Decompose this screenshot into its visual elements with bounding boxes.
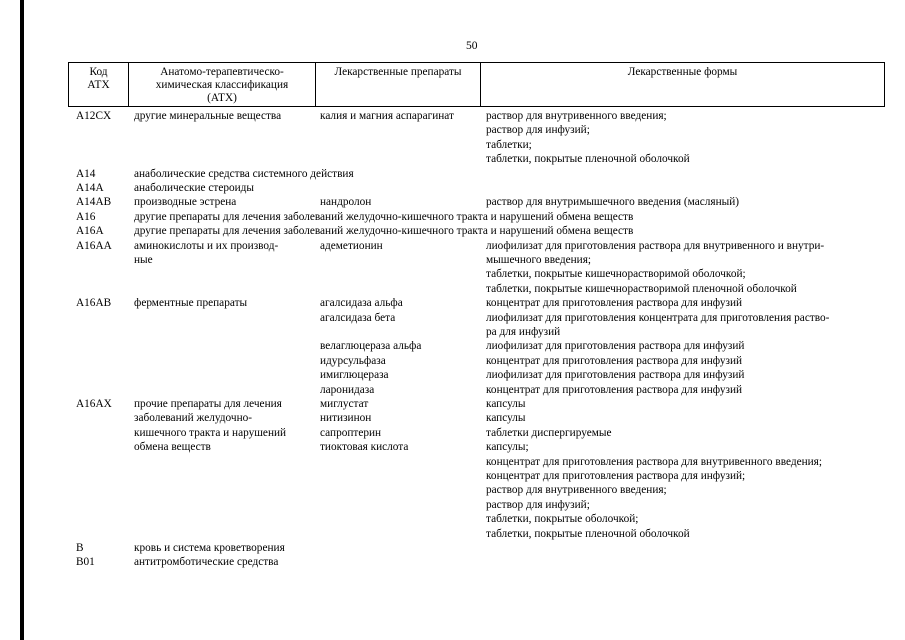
header-code-line: АТХ <box>87 79 110 91</box>
atc-code: A12CX <box>76 110 112 122</box>
atc-classification: другие минеральные вещества <box>134 110 282 122</box>
drug-name: нитизинон <box>320 412 372 425</box>
atc-classification: заболеваний желудочно- <box>134 412 253 425</box>
drug-name: адеметионин <box>320 239 383 252</box>
drug-name: имиглюцераза <box>320 369 389 382</box>
dosage-form: концентрат для приготовления раствора для инфузий; <box>486 470 746 482</box>
atc-classification: кишечного тракта и нарушений <box>134 426 287 439</box>
atc-code: A16AX <box>76 398 112 410</box>
header-code <box>68 62 129 107</box>
atc-code: B <box>76 542 84 554</box>
atc-classification: ферментные препараты <box>134 297 248 310</box>
dosage-form: раствор для внутривенного введения; <box>486 110 667 122</box>
atc-classification: анаболические стероиды <box>134 182 255 194</box>
page-binding-rule <box>20 0 24 640</box>
dosage-form: раствор для внутривенного введения; <box>486 484 667 497</box>
header-forms-line: Лекарственные формы <box>627 66 738 78</box>
dosage-form: раствор для внутримышечного введения (масляный) <box>486 196 740 209</box>
header-code-line: Код <box>89 66 108 78</box>
dosage-form: концентрат для приготовления раствора для инфузий <box>486 297 743 310</box>
dosage-form: лиофилизат для приготовления раствора для внутривенного и внутри- <box>486 239 825 252</box>
drug-name: калия и магния аспарагинат <box>320 110 454 122</box>
dosage-form: раствор для инфузий; <box>486 124 590 137</box>
atc-classification: другие препараты для лечения заболеваний желудочно-кишечного тракта и нарушений обмена веществ <box>134 225 634 238</box>
dosage-form: ра для инфузий <box>486 326 561 338</box>
dosage-form: раствор для инфузий; <box>486 498 590 511</box>
atc-classification: ные <box>134 254 153 266</box>
header-forms <box>480 62 885 107</box>
drug-name: нандролон <box>320 196 372 209</box>
drug-name: идурсульфаза <box>320 354 386 367</box>
dosage-form: концентрат для приготовления раствора для внутривенного введения; <box>486 455 823 468</box>
atc-code: A16A <box>76 225 104 238</box>
dosage-form: капсулы; <box>486 441 529 454</box>
dosage-form: таблетки, покрытые кишечнорастворимой пленочной оболочкой <box>486 282 797 295</box>
dosage-form: таблетки диспергируемые <box>486 426 612 439</box>
drug-name: ларонидаза <box>320 383 375 396</box>
atc-code: A14 <box>76 167 96 180</box>
dosage-form: лиофилизат для приготовления концентрата для приготовления раство- <box>486 311 830 324</box>
atc-code: A14AB <box>76 196 112 209</box>
atc-classification: кровь и система кроветворения <box>134 542 285 554</box>
drug-name: тиоктовая кислота <box>320 441 409 454</box>
dosage-form: таблетки, покрытые оболочкой; <box>486 513 639 526</box>
atc-code: A14A <box>76 182 104 194</box>
dosage-form: лиофилизат для приготовления раствора для инфузий <box>486 369 745 382</box>
dosage-form: мышечного введения; <box>486 254 592 266</box>
atc-code: B01 <box>76 556 95 569</box>
dosage-form: концентрат для приготовления раствора для инфузий <box>486 354 743 367</box>
atc-classification: другие препараты для лечения заболеваний желудочно-кишечного тракта и нарушений обмена веществ <box>134 210 634 223</box>
dosage-form: капсулы <box>486 412 526 425</box>
atc-code: A16AA <box>76 239 112 252</box>
header-drugs <box>315 62 481 107</box>
atc-code: A16AB <box>76 297 112 310</box>
dosage-form: капсулы <box>486 398 526 410</box>
dosage-form: таблетки, покрытые пленочной оболочкой <box>486 527 690 540</box>
drug-name: миглустат <box>320 398 369 410</box>
header-classification-line: (АТХ) <box>207 92 237 104</box>
dosage-form: таблетки, покрытые пленочной оболочкой <box>486 153 690 166</box>
header-classification <box>128 62 316 107</box>
dosage-form: таблетки; <box>486 138 532 151</box>
dosage-form: лиофилизат для приготовления раствора для инфузий <box>486 340 745 353</box>
atc-classification: антитромботические средства <box>134 556 279 569</box>
drug-name: сапроптерин <box>320 426 382 439</box>
atc-classification: обмена веществ <box>134 441 211 454</box>
header-drugs-line: Лекарственные препараты <box>334 66 462 78</box>
atc-classification: аминокислоты и их производ- <box>134 239 279 252</box>
atc-classification: производные эстрена <box>134 196 237 209</box>
header-classification-line: Анатомо-терапевтическо- <box>160 66 284 78</box>
dosage-form: концентрат для приготовления раствора для инфузий <box>486 383 743 396</box>
atc-classification: анаболические средства системного действия <box>134 167 354 180</box>
atc-code: A16 <box>76 210 96 223</box>
drug-name: агалсидаза альфа <box>320 297 403 310</box>
dosage-form: таблетки, покрытые кишечнорастворимой оболочкой; <box>486 268 746 281</box>
header-classification-line: химическая классификация <box>155 79 289 91</box>
atc-classification: прочие препараты для лечения <box>134 398 282 410</box>
drug-name: агалсидаза бета <box>320 311 396 324</box>
drug-name: велаглюцераза альфа <box>320 340 422 353</box>
page-number: 50 <box>466 40 478 52</box>
